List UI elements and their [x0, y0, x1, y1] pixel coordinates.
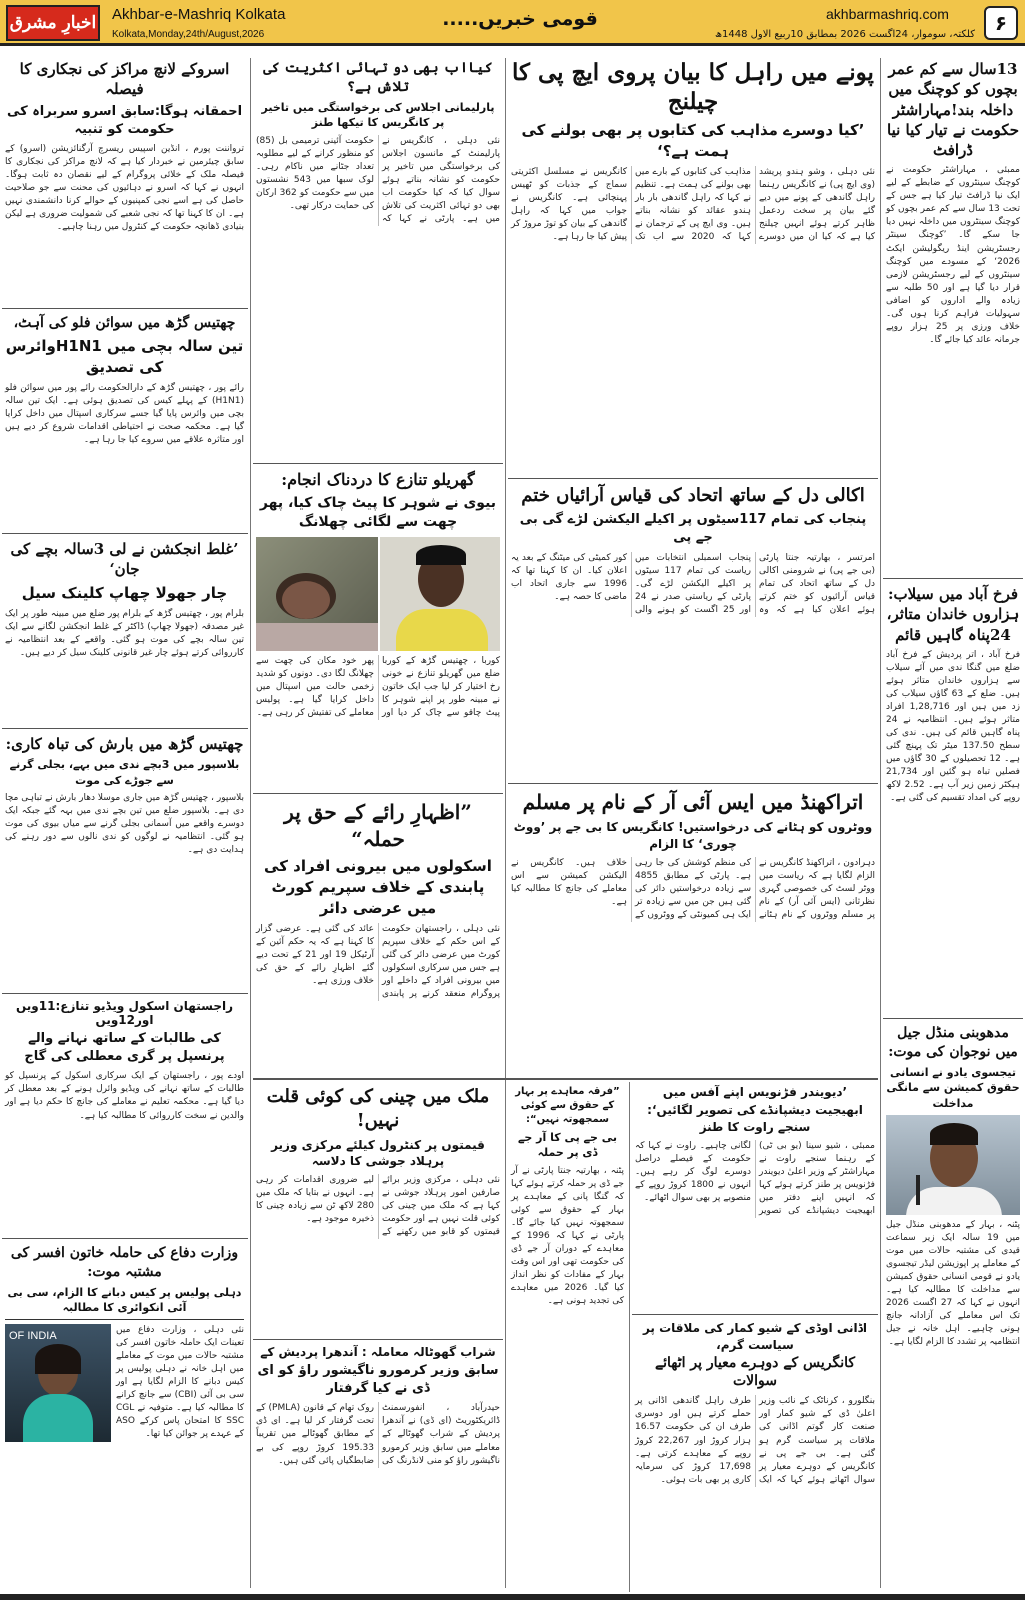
woman-photo: [256, 537, 378, 651]
lead-subheadline: ’کیا دوسرے مذاہب کی کتابوں پر بھی بولنے کی ہمت ہے؟‘: [521, 120, 865, 160]
headline: راجستھان اسکول ویڈیو تنازع:11ویں اور12ویں: [15, 999, 234, 1027]
article-bihar: [506, 1082, 629, 1592]
headline: گھریلو تنازع کا دردناک انجام:: [281, 470, 475, 489]
article-body: حیدرآباد ، انفورسمنٹ ڈائریکٹوریٹ (ای ڈی) نے آندھرا پردیش کے شراب گھوٹالے کے معاملے میں سابق وزیر کرمورو ناگیشور راؤ کو منی لانڈرنگ کی روک تھام کے قانون (PMLA) کے تحت گرفتار کر لیا ہے۔ ای ڈی کے مطابق گھوٹالے میں تقریباً 195.33 کروڑ روپے کی بے ضابطگیاں پائی گئی ہیں۔: [256, 1403, 500, 1466]
headline: چھتیس گڑھ میں سوائن فلو کی آہٹ،: [13, 315, 236, 331]
article-rajasthan-school: [0, 996, 249, 1236]
divider: [883, 578, 1023, 579]
subheadline: چار جھولا چھاپ کلینک سیل: [21, 583, 228, 602]
kicker: شراب گھوٹالہ معاملہ : آندھرا پردیش کے: [260, 1345, 496, 1359]
divider: [508, 478, 878, 479]
headline: اسروکے لانچ مراکز کی نجکاری کا فیصلہ: [19, 60, 230, 99]
subheadline: پنجاب کی تمام 117سیٹوں پر اکیلے الیکشن لڑے گی بی جے پی: [519, 512, 867, 546]
article-akali-dal: [506, 481, 880, 781]
headline: ”فرقہ معاہدے پر بہار کے حقوق سے کوئی سمجھوتہ نہیں“:: [515, 1086, 620, 1125]
article-body: نئی دہلی ، وزارت دفاع میں تعینات ایک حاملہ خاتون افسر کی مشتبہ حالات میں موت کے معاملے میں اہل خانہ نے دہلی پولیس پر کیس دبانے کا الزام لگایا ہے اور سی بی آئی (CBI) سے جانچ کرانے کا مطالبہ کیا ہے۔ متوفیہ نے CGL SSC کا امتحان پاس کرکے ASO کے عہدے پر جوائن کیا تھا۔: [116, 1324, 244, 1439]
divider: [2, 1238, 248, 1239]
article-liquor-scam: [251, 1342, 505, 1592]
divider: [2, 533, 248, 534]
article-defence-officer: [0, 1241, 249, 1591]
subheadline: دہلی پولیس پر کیس دبانے کا الزام، سی بی آئی انکوائری کا مطالبہ: [5, 1285, 244, 1320]
headline: وزارت دفاع کی حاملہ خاتون افسر کی مشتبہ موت:: [10, 1245, 239, 1280]
headline: ابھیجیت دیشپانڈے کی تصویر لگائیں‘: سنجے راوت کا طنز: [647, 1103, 863, 1134]
subheadline: کانگریس کے دوہرے معیار پر اٹھائے سوالات: [654, 1354, 856, 1390]
divider: [2, 308, 248, 309]
subheadline: بیوی نے شوہر کا پیٹ چاک کیا، پھر چھت سے لگائی چھلانگ: [259, 494, 497, 531]
article-body: پٹنہ ، بہار کے مدھوبنی منڈل جیل میں 19 سالہ ایک زیر سماعت قیدی کی مشتبہ حالات میں موت کے معاملے پر اپوزیشن لیڈر تیجسوی یادو نے قومی انسانی حقوق کمیشن سے مداخلت کا مطالبہ کیا ہے۔ انہوں نے کہا کہ 27 اگست 2026 تک اس معاملے کی آزادانہ جانچ ہونی چاہیے۔ اہل خانہ نے جیل انتظامیہ پر تشدد کا الزام لگایا ہے۔: [886, 1219, 1020, 1348]
article-body: نئی دہلی ، وشو ہندو پریشد (وی ایچ پی) نے کانگریس رہنما راہل گاندھی کے پونے میں دیے گئے بیان پر سخت ردعمل ظاہر کرتے ہوئے انہیں چیلنج کیا ہے کہ کیا ان میں دوسرے مذاہب کی کتابوں کے بارے میں بھی بولنے کی ہمت ہے۔ تنظیم نے کہا کہ راہل گاندھی بار بار ہندو عقائد کو نشانہ بناتے ہیں۔ وی ایچ پی کے ترجمان نے کہا کہ 2020 سے اب تک کانگریس نے مسلسل اکثریتی سماج کے جذبات کو ٹھیس پہنچائی ہے۔ کانگریس نے جواب میں کہا کہ راہل گاندھی کے بیان کو توڑ مروڑ کر پیش کیا جا رہا ہے۔: [511, 166, 875, 242]
lead-headline: پونے میں راہل کا بیان پروی ایچ پی کا چیلنج: [512, 59, 874, 115]
headline: فرخ آباد میں سیلاب: ہزاروں خاندان متاثر، 24پناہ گاہیں قائم: [886, 585, 1020, 644]
article-domestic-dispute: [251, 466, 505, 791]
article-body: بنگلورو ، کرناٹک کے نائب وزیر اعلیٰ ڈی کے شیو کمار اور صنعت کار گوتم اڈانی کی ملاقات پر سیاست گرم ہو گئی ہے۔ بی جے پی نے کانگریس کے دوہرے معیار پر سوال اٹھاتے ہوئے کہا کہ ایک طرف راہل گاندھی اڈانی پر حملے کرتے ہیں اور دوسری طرف ان کی حکومت 16.57 ہزار کروڑ اور 22,267 کروڑ روپے کے معاہدے کرتی ہے۔ 17,698 کروڑ کی سرمایہ کاری پر بھی بات ہوئی۔: [635, 1396, 875, 1485]
divider: [2, 728, 248, 729]
article-swine-flu: [0, 311, 249, 531]
masthead-date-en: Kolkata,Monday,24th/August,2026: [112, 29, 265, 40]
article-body: بلاسپور ، چھتیس گڑھ میں جاری موسلا دھار بارش نے تباہی مچا دی ہے۔ بلاسپور ضلع میں تین بچے ندی میں بہہ گئے جبکہ ایک دوسرے واقعے میں آسمانی بجلی گرنے سے میاں بیوی کی موت ہو گئی۔ انتظامیہ نے لوگوں کو ندی نالوں سے دور رہنے کی ہدایت دی ہے۔: [5, 793, 244, 856]
divider: [883, 1018, 1023, 1019]
headline: ملک میں چینی کی کوئی قلت نہیں!: [266, 1086, 490, 1132]
article-two-thirds-majority: [251, 56, 505, 461]
masthead-date-ur: کلکتہ، سوموار، 24اگست 2026 بمطابق 10ربیع الاول 1448ھ: [715, 29, 975, 40]
divider: [2, 993, 248, 994]
subheadline: قیمتوں پر کنٹرول کیلئے مرکزی وزیر پرہلاد جوشی کا دلاسہ: [271, 1137, 485, 1169]
photo-caption-text: OF INDIA: [9, 1329, 57, 1342]
headline: ’غلط انجکشن نے لی 3سالہ بچے کی جان‘: [10, 540, 239, 579]
man-photo: [380, 537, 500, 651]
headline: مدھوبنی منڈل جیل میں نوجوان کی موت:: [888, 1025, 1018, 1060]
article-body: پٹنہ ، بھارتیہ جنتا پارٹی نے آر جے ڈی پر حملہ کرتے ہوئے کہا کہ گنگا پانی کے معاہدے پر بہار کے حقوق سے کوئی سمجھوتہ نہیں کیا جائے گا۔ پارٹی نے کہا کہ 1996 کے معاہدے کے دوران آر جے ڈی کی حکومت تھی اور اس وقت بہار کے مفادات کو نظر انداز کیا گیا۔ 2026 میں معاہدے کی تجدید ہونی ہے۔: [511, 1165, 625, 1307]
headline: اتراکھنڈ میں ایس آئی آر کے نام پر مسلم: [522, 790, 864, 814]
divider: [253, 1339, 503, 1340]
article-body: رائے پور ، چھتیس گڑھ کے دارالحکومت رائے پور میں سوائن فلو (H1N1) کے پہلے کیس کی تصدیق ہوئی ہے۔ ایک تین سالہ بچی میں وائرس پایا گیا جسے سرکاری اسپتال میں داخل کرایا گیا ہے۔ محکمہ صحت نے احتیاطی اقدامات شروع کر دیے ہیں اور متاثرہ علاقے میں سروے کیا جا رہا ہے۔: [5, 382, 244, 446]
page-number: ۶: [984, 6, 1018, 40]
article-body: کوربا ، چھتیس گڑھ کے کوربا ضلع میں گھریلو تنازع نے خونی رخ اختیار کر لیا جب ایک خاتون نے مبینہ طور پر اپنے شوہر کا پیٹ چاقو سے چاک کر دیا اور پھر خود مکان کی چھت سے چھلانگ لگا دی۔ دونوں کو شدید زخمی حالت میں اسپتال میں داخل کرایا گیا ہے۔ پولیس معاملے کی تفتیش کر رہی ہے۔: [256, 655, 500, 718]
headline: چھتیس گڑھ میں بارش کی تباہ کاری:: [5, 735, 244, 753]
article-freedom-of-expression: [251, 796, 505, 1076]
article-body: نئی دہلی ، مرکزی وزیر برائے صارفین امور پرہلاد جوشی نے کہا ہے کہ ملک میں چینی کی کوئی قلت نہیں ہے اور حکومت قیمتوں کو قابو میں رکھنے کے لیے ضروری اقدامات کر رہی ہے۔ انہوں نے بتایا کہ ملک میں 280 لاکھ ٹن سے زیادہ چینی کا ذخیرہ موجود ہے۔: [256, 1175, 500, 1238]
headline: سابق وزیر کرمورو ناگیشور راؤ کو ای ڈی نے کیا گرفتار: [257, 1363, 499, 1397]
article-coaching-draft: [881, 56, 1025, 576]
article-body: بلرام پور ، چھتیس گڑھ کے بلرام پور ضلع میں مبینہ طور پر ایک غیر مصدقہ (جھولا چھاپ) ڈاکٹر کے غلط انجکشن لگانے سے ایک تین سالہ بچے کی موت ہو گئی۔ واقعے کے بعد انتظامیہ نے کارروائی کرتے ہوئے چار غیر قانونی کلینک سیل کر دیے ہیں۔: [5, 608, 244, 658]
article-rain: [0, 731, 249, 991]
divider: [253, 463, 503, 464]
article-body: ممبئی ، شیو سینا (یو بی ٹی) کے رہنما سنجے راوت نے مہاراشٹر کے وزیر اعلیٰ دیویندر فڑنویس پر طنز کرتے ہوئے کہا کہ انہیں اپنے دفتر میں ابھیجیت دیشپانڈے کی تصویر لگانی چاہیے۔ راوت نے کہا کہ حکومت کے فیصلے دراصل دوسرے لوگ کر رہے ہیں۔ انہوں نے 1800 کروڑ روپے کے منصوبے پر بھی سوال اٹھائے۔: [635, 1140, 875, 1216]
article-fadnavis: [630, 1082, 880, 1312]
tejashwi-photo: [886, 1115, 1020, 1215]
article-sugar: [251, 1082, 505, 1337]
headline: ”اظہارِ رائے کے حق پر حملہ“: [284, 800, 472, 851]
article-body: نئی دہلی ، راجستھان حکومت کے اس حکم کے خلاف سپریم کورٹ میں عرضی دائر کی گئی ہے جس میں سرکاری اسکولوں میں بیرونی افراد کے داخلے اور پروگرام منعقد کرنے پر پابندی عائد کی گئی ہے۔ عرضی گزار کا کہنا ہے کہ یہ حکم آئین کے آرٹیکل 19 اور 21 کے تحت دیے گئے اظہارِ رائے کے حق کی خلاف ورزی ہے۔: [256, 924, 500, 1000]
website-url[interactable]: akhbarmashriq.com: [826, 6, 949, 22]
article-body: ترواننت پورم ، انڈین اسپیس ریسرچ آرگنائزیشن (اسرو) کے سابق چیئرمین نے خبردار کیا ہے کہ لانچ مراکز کی نجکاری کا فیصلہ ملک کے خلائی پروگرام کے لیے نقصان دہ ثابت ہوگا۔ انہوں نے کہا کہ اسرو نے دہائیوں کی محنت سے جو صلاحیت حاصل کی ہے اسے نجی کمپنیوں کے حوالے کرنا دانشمندی نہیں ہے۔ ان کا کہنا تھا کہ نجی شعبے کی شمولیت ضروری ہے لیکن بنیادی ڈھانچہ حکومت کے کنٹرول میں رہنا چاہیے۔: [5, 143, 244, 233]
footer-rule: [0, 1594, 1025, 1600]
article-madhubani-jail: [881, 1021, 1025, 1592]
kicker: ’دیویندر فڑنویس اپنے آفس میں: [662, 1085, 848, 1099]
article-body: فرخ آباد ، اتر پردیش کے فرخ آباد ضلع میں گنگا ندی میں آئے سیلاب سے ہزاروں خاندان متاثر ہوئے ہیں۔ ضلع کے 63 گاؤں سیلاب کی زد میں ہیں اور 1,28,716 افراد متاثر ہوئے ہیں۔ انتظامیہ نے 24 پناہ گاہیں قائم کی ہیں۔ ندی کی سطح 137.50 میٹر تک پہنچ گئی ہے۔ 12 تحصیلوں کے 30 گاؤں میں فصلیں تباہ ہو گئیں اور 21,734 ہیکٹر زمین زیر آب ہے۔ 2.52 لاکھ روپے کی امداد تقسیم کی گئی ہے۔: [886, 649, 1021, 804]
article-body: ممبئی ، مہاراشٹر حکومت نے کوچنگ سینٹروں کے ضابطے کے لیے ایک نیا ڈرافٹ تیار کیا ہے جس کے تحت 13 سال سے کم عمر بچوں کو کوچنگ سینٹروں میں داخلہ نہیں دیا جا سکے گا۔ ’کوچنگ سینٹر رجسٹریشن اینڈ ریگولیشن ایکٹ 2026‘ کے مسودے میں کوچنگ سینٹروں کے لیے رجسٹریشن لازمی قرار دیا گیا ہے اور 50 طلبہ سے زیادہ والے اداروں کو اضافی سہولیات فراہم کرنا ہوں گی۔ خلاف ورزی پر 25 ہزار روپے جرمانہ عائد کیا جائے گا۔: [886, 165, 1020, 345]
section-title: قومی خبریں.....: [442, 8, 598, 30]
article-body: دہرادون ، اتراکھنڈ کانگریس نے الزام لگایا ہے کہ ریاست میں ووٹر لسٹ کی خصوصی گہری نظرثانی (ایس آئی آر) کے نام پر مسلم ووٹروں کے نام ہٹانے کی منظم کوشش کی جا رہی ہے۔ پارٹی کے مطابق 4855 سے زیادہ درخواستیں دائر کی گئی ہیں جن میں سے زیادہ تر ایک ہی کمیونٹی کے ووٹروں کے خلاف ہیں۔ کانگریس نے الیکشن کمیشن سے اس معاملے کی جانچ کا مطالبہ کیا ہے۔: [511, 857, 875, 920]
newspaper-logo: اخبارِ مشرق: [6, 5, 100, 41]
headline: کیااب بھی دو تہائی اکثریت کی تلاش ہے؟: [263, 60, 493, 95]
headline: اکالی دل کے ساتھ اتحاد کی قیاس آرائیاں ختم: [521, 485, 865, 506]
divider: [632, 1314, 878, 1315]
divider: [508, 783, 878, 784]
article-body: نئی دہلی ، کانگریس نے پارلیمنٹ کے مانسون اجلاس کی برخواستگی میں تاخیر پر حکومت کو نشانہ بناتے ہوئے سوال کیا کہ کیا حکومت اب بھی دو تہائی اکثریت کی تلاش میں ہے۔ پارٹی نے کہا کہ حکومت آئینی ترمیمی بل (85) کو منظور کرانے کے لیے مطلوبہ تعداد جٹانے میں ناکام رہی۔ لوک سبھا میں 543 نشستوں میں سے حکومت کو 362 ارکان کی حمایت درکار تھی۔: [256, 135, 500, 224]
divider: [253, 793, 503, 794]
subheadline: تیجسوی یادو نے انسانی حقوق کمیشن سے مانگی مداخلت: [886, 1065, 1020, 1110]
headline: اڈانی اوڈی کے شیو کمار کی ملاقات پر سیاست گرم،: [642, 1321, 868, 1352]
subheadline: ووٹروں کو ہٹانے کی درخواستیں! کانگریس کا بی جے پر ’ووٹ چوری‘ کا الزام: [513, 820, 873, 851]
article-body: اودے پور ، راجستھان کے ایک سرکاری اسکول کے پرنسپل کو طالبات کے ساتھ نہانے کی ویڈیو وائرل ہونے کے بعد معطل کر دیا گیا ہے۔ محکمہ تعلیم نے معاملے کی جانچ کا حکم دیا ہے اور والدین نے سخت کارروائی کا مطالبہ کیا ہے۔: [5, 1071, 244, 1121]
divider: [253, 1078, 878, 1080]
article-uttarakhand-sir: [506, 786, 880, 1076]
subheadline: بی جے پی کا آر جے ڈی پر حملہ: [517, 1131, 618, 1160]
subheadline: بلاسپور میں 3بچے ندی میں بہے، بجلی گرنے سے جوڑے کی موت: [9, 758, 240, 787]
headline: 13سال سے کم عمر بچوں کو کوچنگ میں داخلہ بند!مہاراشٹر حکومت نے تیار کیا نیا ڈرافٹ: [887, 60, 1019, 159]
article-lead-vhp: [506, 56, 880, 476]
article-isro: [0, 56, 249, 306]
officer-photo: [5, 1324, 111, 1442]
subheadline: اسکولوں میں بیرونی افراد کی پابندی کے خلاف سپریم کورٹ میں عرضی دائر: [264, 857, 492, 917]
subheadline: پارلیمانی اجلاس کی برخواستگی میں تاخیر پر کانگریس کا تیکھا طنز: [261, 100, 495, 130]
article-farrukhabad-flood: [881, 581, 1025, 1016]
masthead: [0, 0, 1025, 46]
article-adani-shivakumar: [630, 1317, 880, 1592]
subheadline: احمقانہ ہوگا:سابق اسرو سربراہ کی حکومت کو تنبیہ: [6, 103, 243, 137]
article-body: امرتسر ، بھارتیہ جنتا پارٹی (بی جے پی) نے شرومنی اکالی دل کے ساتھ اتحاد کی تمام قیاس آرائیوں کو ختم کرتے ہوئے اعلان کیا ہے کہ وہ پنجاب اسمبلی انتخابات میں ریاست کی تمام 117 سیٹوں پر اکیلے الیکشن لڑے گی۔ پارٹی کے ریاستی صدر نے 24 اور 25 اگست کو ہونے والی کور کمیٹی کی میٹنگ کے بعد یہ اعلان کیا۔ ان کا کہنا تھا کہ 1996 سے جاری اتحاد اب ماضی کا حصہ ہے۔: [511, 552, 875, 615]
masthead-title-en: Akhbar-e-Mashriq Kolkata: [112, 6, 286, 23]
article-wrong-injection: [0, 536, 249, 726]
subheadline: تین سالہ بچی میں H1N1وائرس کی تصدیق: [5, 336, 244, 376]
subheadline: کی طالبات کے ساتھ نہانے والے پرنسپل پر گری معطلی کی گاج: [24, 1031, 225, 1065]
